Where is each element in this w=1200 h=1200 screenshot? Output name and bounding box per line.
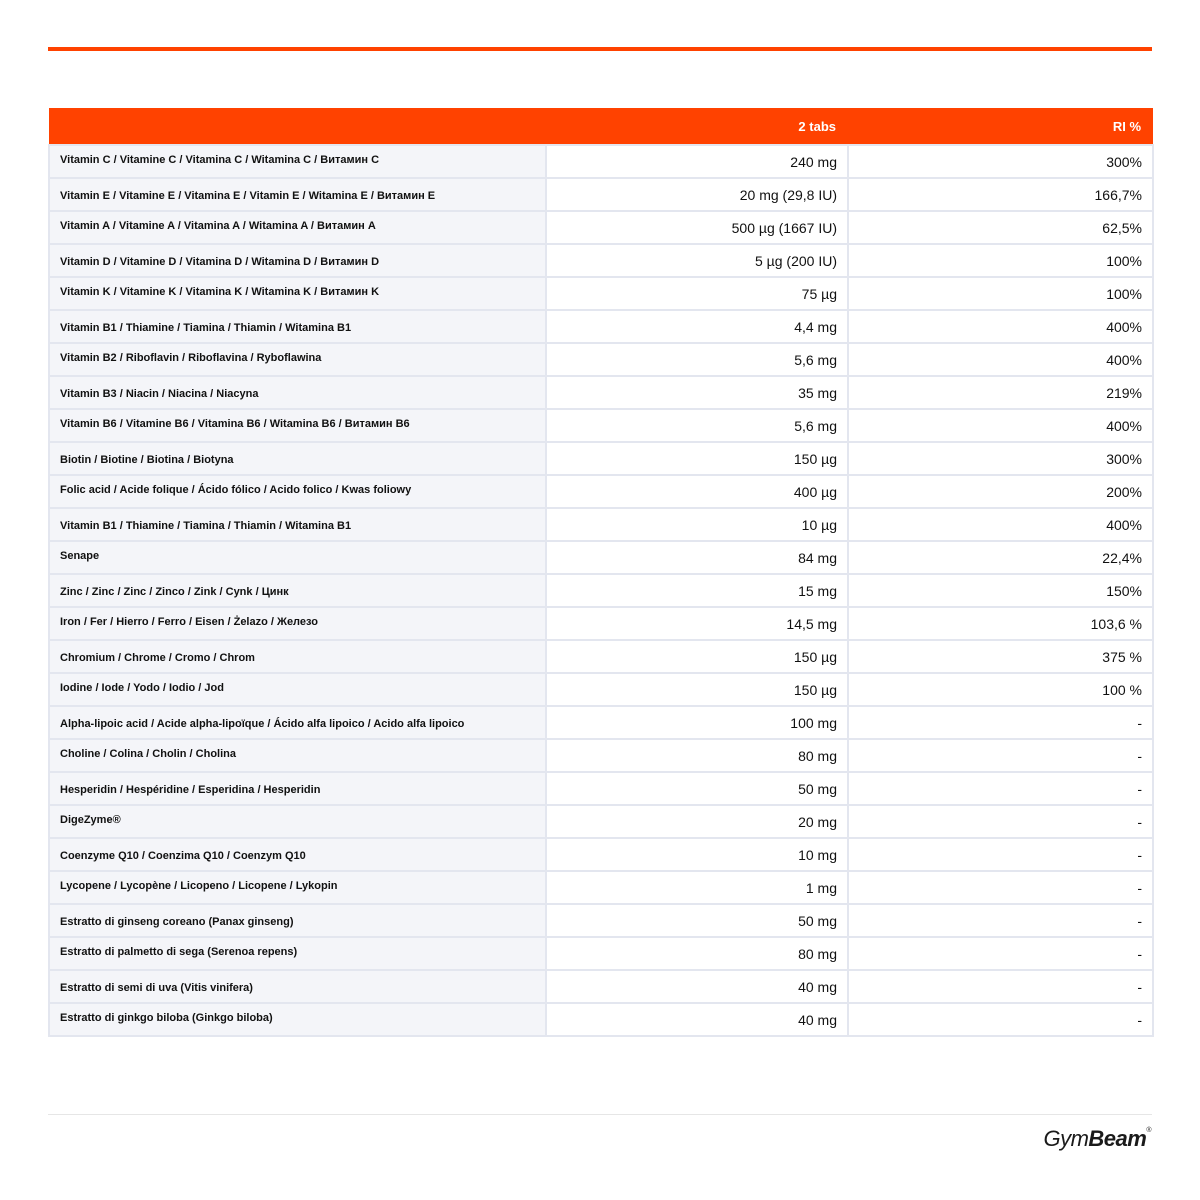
table-row	[49, 475, 1153, 508]
row-name-cell: Vitamin K / Vitamine K / Vitamina K / Witamina K / Витамин K	[49, 277, 546, 310]
table-row	[49, 409, 1153, 442]
row-ri-cell: -	[848, 970, 1153, 1003]
table-row	[49, 904, 1153, 937]
table-row	[49, 673, 1153, 706]
row-ri-cell: -	[848, 805, 1153, 838]
row-ri-cell: 219%	[848, 376, 1153, 409]
row-ri-cell: -	[848, 904, 1153, 937]
row-ri-cell: -	[848, 937, 1153, 970]
table-row	[49, 442, 1153, 475]
row-name-cell: Coenzyme Q10 / Coenzima Q10 / Coenzym Q10	[49, 838, 546, 871]
row-amount-cell: 75 µg	[546, 277, 848, 310]
row-ri-cell: 62,5%	[848, 211, 1153, 244]
row-amount-cell: 20 mg	[546, 805, 848, 838]
row-name-cell: Vitamin B1 / Thiamine / Tiamina / Thiamin / Witamina B1	[49, 508, 546, 541]
table-row	[49, 343, 1153, 376]
row-amount-cell: 150 µg	[546, 442, 848, 475]
logo-registered-mark: ®	[1146, 1127, 1151, 1134]
row-name-cell: Vitamin D / Vitamine D / Vitamina D / Witamina D / Витамин D	[49, 244, 546, 277]
row-amount-cell: 500 µg (1667 IU)	[546, 211, 848, 244]
table-row	[49, 277, 1153, 310]
row-ri-cell: -	[848, 871, 1153, 904]
row-amount-cell: 5,6 mg	[546, 343, 848, 376]
row-ri-cell: 100%	[848, 277, 1153, 310]
table-header-row	[49, 108, 1153, 145]
table-row	[49, 508, 1153, 541]
row-amount-cell: 150 µg	[546, 673, 848, 706]
row-ri-cell: -	[848, 772, 1153, 805]
row-amount-cell: 35 mg	[546, 376, 848, 409]
row-ri-cell: 300%	[848, 145, 1153, 178]
table-row	[49, 244, 1153, 277]
row-name-cell: Estratto di ginseng coreano (Panax ginseng)	[49, 904, 546, 937]
table-row	[49, 1003, 1153, 1036]
row-amount-cell: 150 µg	[546, 640, 848, 673]
header-amount: 2 tabs	[546, 108, 848, 145]
row-ri-cell: 166,7%	[848, 178, 1153, 211]
row-name-cell: Vitamin E / Vitamine E / Vitamina E / Vitamin E / Witamina E / Витамин E	[49, 178, 546, 211]
header-name	[49, 108, 546, 145]
row-ri-cell: -	[848, 838, 1153, 871]
table-row	[49, 145, 1153, 178]
row-amount-cell: 40 mg	[546, 1003, 848, 1036]
row-name-cell: Estratto di palmetto di sega (Serenoa repens)	[49, 937, 546, 970]
table-row	[49, 541, 1153, 574]
gymbeam-logo	[1043, 1125, 1151, 1153]
row-name-cell: Senape	[49, 541, 546, 574]
row-name-cell: Biotin / Biotine / Biotina / Biotyna	[49, 442, 546, 475]
table-row	[49, 970, 1153, 1003]
table-row	[49, 310, 1153, 343]
row-ri-cell: 400%	[848, 508, 1153, 541]
row-amount-cell: 15 mg	[546, 574, 848, 607]
row-amount-cell: 4,4 mg	[546, 310, 848, 343]
row-name-cell: Zinc / Zinc / Zinc / Zinco / Zink / Cynk / Цинк	[49, 574, 546, 607]
row-ri-cell: 150%	[848, 574, 1153, 607]
table-row	[49, 739, 1153, 772]
nutrition-table	[48, 108, 1154, 1037]
row-amount-cell: 80 mg	[546, 739, 848, 772]
row-amount-cell: 14,5 mg	[546, 607, 848, 640]
row-amount-cell: 5 µg (200 IU)	[546, 244, 848, 277]
row-ri-cell: 200%	[848, 475, 1153, 508]
table-row	[49, 574, 1153, 607]
row-ri-cell: 400%	[848, 343, 1153, 376]
table-row	[49, 178, 1153, 211]
row-ri-cell: 100 %	[848, 673, 1153, 706]
table-row	[49, 706, 1153, 739]
row-amount-cell: 84 mg	[546, 541, 848, 574]
row-name-cell: Vitamin A / Vitamine A / Vitamina A / Witamina A / Витамин A	[49, 211, 546, 244]
table-row	[49, 211, 1153, 244]
table-row	[49, 772, 1153, 805]
row-ri-cell: -	[848, 1003, 1153, 1036]
row-ri-cell: 22,4%	[848, 541, 1153, 574]
row-name-cell: Vitamin B2 / Riboflavin / Riboflavina / Ryboflawina	[49, 343, 546, 376]
row-amount-cell: 240 mg	[546, 145, 848, 178]
row-amount-cell: 100 mg	[546, 706, 848, 739]
row-amount-cell: 20 mg (29,8 IU)	[546, 178, 848, 211]
row-ri-cell: 300%	[848, 442, 1153, 475]
row-ri-cell: 103,6 %	[848, 607, 1153, 640]
table-row	[49, 805, 1153, 838]
table-body	[49, 145, 1153, 1036]
row-amount-cell: 10 mg	[546, 838, 848, 871]
table-row	[49, 871, 1153, 904]
row-amount-cell: 50 mg	[546, 904, 848, 937]
row-name-cell: Hesperidin / Hespéridine / Esperidina / Hesperidin	[49, 772, 546, 805]
header-ri: RI %	[848, 108, 1153, 145]
table-row	[49, 640, 1153, 673]
row-name-cell: Vitamin C / Vitamine C / Vitamina C / Witamina C / Витамин C	[49, 145, 546, 178]
row-ri-cell: -	[848, 739, 1153, 772]
row-ri-cell: -	[848, 706, 1153, 739]
row-amount-cell: 5,6 mg	[546, 409, 848, 442]
row-amount-cell: 10 µg	[546, 508, 848, 541]
row-amount-cell: 1 mg	[546, 871, 848, 904]
table-row	[49, 607, 1153, 640]
row-ri-cell: 100%	[848, 244, 1153, 277]
row-ri-cell: 375 %	[848, 640, 1153, 673]
row-name-cell: Vitamin B1 / Thiamine / Tiamina / Thiamin / Witamina B1	[49, 310, 546, 343]
table-row	[49, 937, 1153, 970]
row-name-cell: Estratto di ginkgo biloba (Ginkgo biloba)	[49, 1003, 546, 1036]
row-name-cell: Iodine / Iode / Yodo / Iodio / Jod	[49, 673, 546, 706]
row-amount-cell: 80 mg	[546, 937, 848, 970]
row-amount-cell: 400 µg	[546, 475, 848, 508]
table-row	[49, 838, 1153, 871]
row-name-cell: Lycopene / Lycopène / Licopeno / Licopene / Lykopin	[49, 871, 546, 904]
row-name-cell: DigeZyme®	[49, 805, 546, 838]
row-amount-cell: 50 mg	[546, 772, 848, 805]
row-name-cell: Vitamin B3 / Niacin / Niacina / Niacyna	[49, 376, 546, 409]
row-name-cell: Choline / Colina / Cholin / Cholina	[49, 739, 546, 772]
row-name-cell: Folic acid / Acide folique / Ácido fólico / Acido folico / Kwas foliowy	[49, 475, 546, 508]
row-name-cell: Iron / Fer / Hierro / Ferro / Eisen / Żelazo / Железо	[49, 607, 546, 640]
row-amount-cell: 40 mg	[546, 970, 848, 1003]
bottom-divider	[48, 1114, 1152, 1115]
row-name-cell: Vitamin B6 / Vitamine B6 / Vitamina B6 / Witamina B6 / Витамин B6	[49, 409, 546, 442]
logo-word-gym: Gym	[1043, 1126, 1089, 1151]
top-accent-rule	[48, 47, 1152, 51]
row-name-cell: Chromium / Chrome / Cromo / Chrom	[49, 640, 546, 673]
logo-word-beam: Beam	[1088, 1126, 1147, 1151]
table-row	[49, 376, 1153, 409]
row-ri-cell: 400%	[848, 409, 1153, 442]
nutrition-table-container	[48, 108, 1152, 1037]
row-name-cell: Estratto di semi di uva (Vitis vinifera)	[49, 970, 546, 1003]
row-name-cell: Alpha-lipoic acid / Acide alpha-lipoïque / Ácido alfa lipoico / Acido alfa lipoico	[49, 706, 546, 739]
row-ri-cell: 400%	[848, 310, 1153, 343]
